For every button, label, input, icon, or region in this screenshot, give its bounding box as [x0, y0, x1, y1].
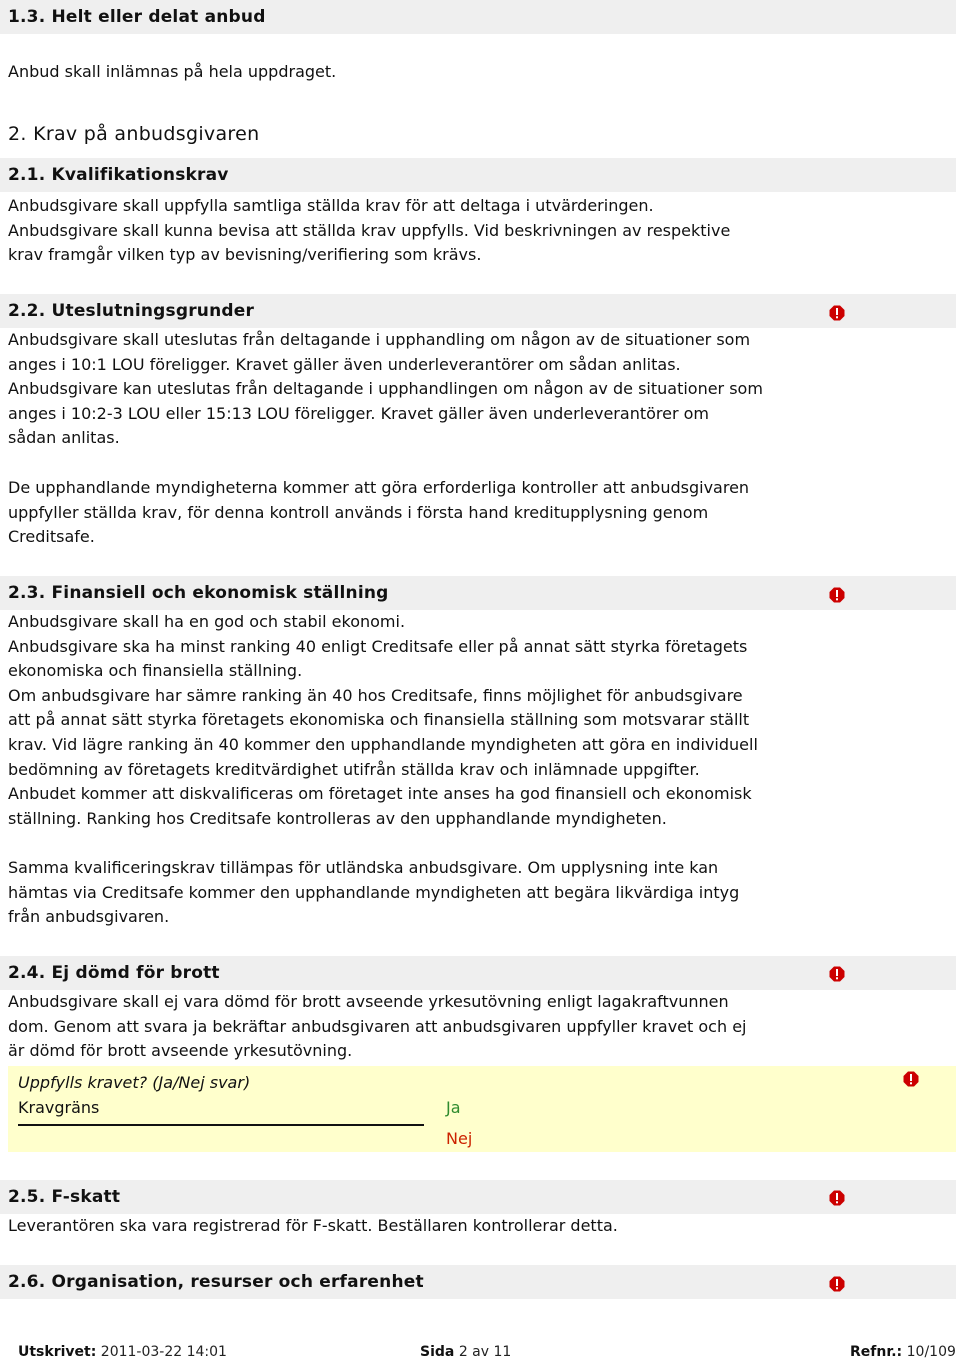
text-line: är dömd för brott avseende yrkesutövning.: [8, 1041, 353, 1061]
warning-icon[interactable]: [829, 1190, 845, 1206]
section-title: 2.2. Uteslutningsgrunder: [8, 301, 255, 321]
warning-icon[interactable]: [829, 966, 845, 982]
section-header-2-3: [0, 576, 956, 610]
answer-no-option[interactable]: Nej: [446, 1129, 473, 1148]
section-body-2-3: [8, 610, 808, 831]
text-line: hämtas via Creditsafe kommer den upphandlande myndigheten att begära likvärdiga intyg: [8, 882, 740, 902]
answer-line: [18, 1124, 424, 1126]
section-body-2-4: [8, 990, 808, 1064]
question-box: [8, 1066, 956, 1152]
warning-icon[interactable]: [903, 1071, 919, 1087]
answer-yes-option[interactable]: Ja: [446, 1098, 461, 1117]
section-text: Anbud skall inlämnas på hela uppdraget.: [8, 62, 337, 81]
warning-icon[interactable]: [829, 305, 845, 321]
text-line: ekonomiska och finansiella ställning.: [8, 661, 303, 681]
footer-value: 2 av 11: [458, 1344, 512, 1360]
footer-label: Refnr.:: [850, 1344, 903, 1360]
warning-icon[interactable]: [829, 1276, 845, 1292]
section-header-2-4: [0, 956, 956, 990]
section-title-2: 2. Krav på anbudsgivaren: [8, 123, 260, 145]
text-line: Anbudsgivare skall uppfylla samtliga ställda krav för att deltaga i utvärderingen.: [8, 196, 654, 215]
section-title: 2.5. F-skatt: [8, 1187, 121, 1207]
footer-label: Sida: [420, 1344, 455, 1360]
text-line: krav framgår vilken typ av bevisning/verifiering som krävs.: [8, 245, 482, 265]
footer-page: [420, 1344, 511, 1360]
section-header-2-5: [0, 1180, 956, 1214]
text-line: Anbudsgivare skall kunna bevisa att ställda krav uppfylls. Vid beskrivningen av respektive: [8, 220, 731, 240]
text-line: Anbudsgivare skall ha en god och stabil ekonomi.: [8, 612, 406, 631]
text-line: sådan anlitas.: [8, 428, 120, 448]
section-header-2-2: [0, 294, 956, 328]
footer-value: 2011-03-22 14:01: [100, 1344, 227, 1360]
section-header-1-3: [0, 0, 956, 34]
footer-label: Utskrivet:: [18, 1344, 97, 1360]
text-line: uppfyller ställda krav, för denna kontroll används i första hand kreditupplysning genom: [8, 502, 709, 522]
text-line: Om anbudsgivare har sämre ranking än 40 hos Creditsafe, finns möjlighet för anbudsgivare: [8, 685, 743, 705]
footer-value: 10/109: [906, 1344, 956, 1360]
text-line: Anbudsgivare skall uteslutas från deltagande i upphandling om någon av de situationer som: [8, 330, 751, 349]
section-title: 1.3. Helt eller delat anbud: [8, 7, 266, 27]
question-prompt: Uppfylls kravet? (Ja/Nej svar): [18, 1073, 251, 1092]
text-line: Anbudsgivare ska ha minst ranking 40 enligt Creditsafe eller på annat sätt styrka företagets: [8, 636, 748, 656]
section-title: 2.3. Finansiell och ekonomisk ställning: [8, 583, 389, 603]
section-title: 2.4. Ej dömd för brott: [8, 963, 220, 983]
text-line: anges i 10:1 LOU föreligger. Kravet gäller även underleverantörer om sådan anlitas.: [8, 354, 681, 374]
footer-printed: [18, 1344, 227, 1360]
section-body-2-2-b: [8, 476, 808, 550]
section-body-2-1: [8, 194, 808, 268]
text-line: Samma kvalificeringskrav tillämpas för utländska anbudsgivare. Om upplysning inte kan: [8, 858, 719, 877]
section-body-2-3-b: [8, 856, 808, 930]
text-line: bedömning av företagets kreditvärdighet utifrån ställda krav och inlämnade uppgifter.: [8, 759, 700, 779]
section-body-2-2: [8, 328, 808, 451]
warning-icon[interactable]: [829, 587, 845, 603]
text-line: ställning. Ranking hos Creditsafe kontrolleras av den upphandlande myndigheten.: [8, 808, 667, 828]
text-line: dom. Genom att svara ja bekräftar anbudsgivaren att anbudsgivaren uppfyller kravet och ej: [8, 1016, 747, 1036]
section-header-2-6: [0, 1265, 956, 1299]
text-line: Anbudsgivare kan uteslutas från deltagande i upphandlingen om någon av de situationer som: [8, 379, 763, 399]
text-line: att på annat sätt styrka företagets ekonomiska och finansiella ställning som motsvarar ställt: [8, 710, 750, 730]
text-line: anges i 10:2-3 LOU eller 15:13 LOU föreligger. Kravet gäller även underleverantörer om: [8, 403, 709, 423]
section-title: 2.6. Organisation, resurser och erfarenhet: [8, 1272, 424, 1292]
text-line: De upphandlande myndigheterna kommer att göra erforderliga kontroller att anbudsgivaren: [8, 478, 750, 497]
text-line: Anbudsgivare skall ej vara dömd för brott avseende yrkesutövning enligt lagakraftvunnen: [8, 992, 729, 1011]
requirement-label: Kravgräns: [18, 1098, 100, 1117]
footer-ref: [850, 1344, 956, 1360]
section-header-2-1: [0, 158, 956, 192]
section-text: Leverantören ska vara registrerad för F-skatt. Beställaren kontrollerar detta.: [8, 1216, 618, 1235]
text-line: Creditsafe.: [8, 527, 95, 547]
section-title: 2.1. Kvalifikationskrav: [8, 165, 229, 185]
text-line: Anbudet kommer att diskvalificeras om företaget inte anses ha god finansiell och ekonomisk: [8, 784, 752, 804]
text-line: krav. Vid lägre ranking än 40 kommer den upphandlande myndigheten att göra en individuell: [8, 734, 758, 754]
text-line: från anbudsgivaren.: [8, 907, 170, 927]
